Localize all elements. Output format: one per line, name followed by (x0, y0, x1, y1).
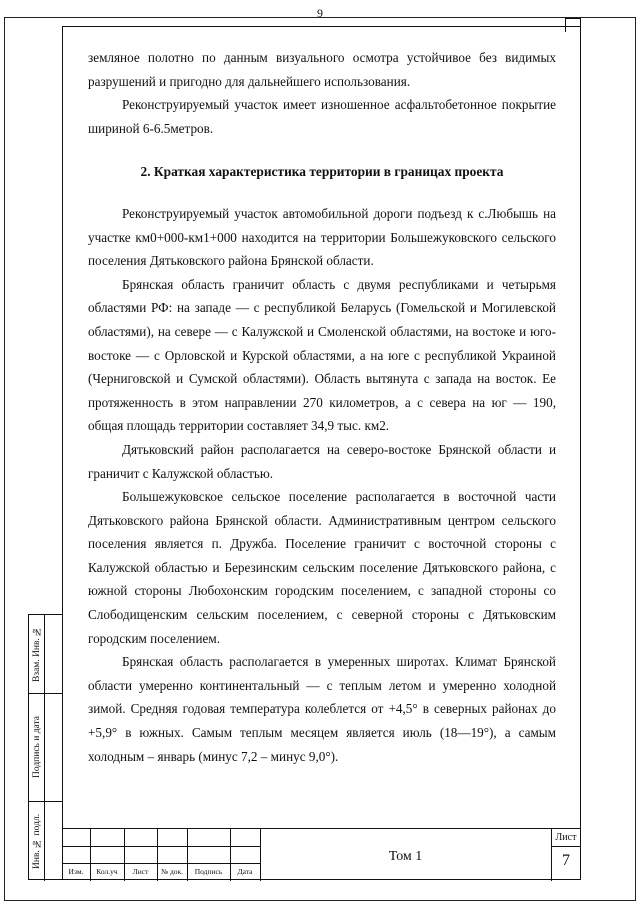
paragraph-1: земляное полотно по данным визуального осмотра устойчивое без видимых разрушений и пригодно для дальнейшего использования. (88, 50, 556, 89)
stamp-izm: Изм. (68, 867, 84, 876)
title-block (62, 828, 581, 880)
stamp-n-dok: № док. (160, 867, 184, 876)
sheet-number: 7 (562, 852, 570, 869)
strip-row-line (29, 693, 63, 694)
stamp-sheet-line (551, 846, 581, 847)
paragraph-7: Брянская область располагается в умеренных широтах. Климат Брянской области умеренно континентальный — с теплым летом и умеренно холодной зимой. Средняя годовая температура колеблется от +4,5° в северных районах до +5,9° в южных. Самым теплым месяцем является июль (18—19°), а самым холодным – январь (минус 7,2 – минус 9,0°). (88, 654, 556, 764)
podpis-data-label: Подпись и дата (32, 716, 42, 779)
sheet-label: Лист (555, 832, 577, 843)
paragraph-5: Дятьковский район располагается на северо-востоке Брянской области и граничит с Калужской областью. (88, 441, 556, 481)
stamp-podpis: Подпись (194, 867, 223, 876)
paragraph-6: Большежуковское сельское поселение располагается в восточной части Дятьковского района Брянской области. Административным центром сельского поселения является п. Дружба. Поселение граничит с восточной стороны с Калужской областью и Березинским сельским поселение Дятьковского района, с южной стороны Любохонским городским поселением, с западной стороны со Слободищенским сельским поселением, с северной стороны с Дятьковским городским поселением. (88, 489, 556, 646)
stamp-list: Лист (132, 867, 149, 876)
inv-podl-label: Инв. № подл. (32, 813, 42, 869)
vzam-inv-label: Взам. Инв. № (32, 625, 42, 683)
strip-row-line (29, 801, 63, 802)
stamp-row-line (62, 846, 260, 847)
stamp-kol-uch: Кол.уч (96, 867, 118, 876)
section-heading: 2. Краткая характеристика территории в границах проекта (140, 164, 504, 180)
page-number: 9 (317, 6, 323, 20)
paragraph-2: Реконструируемый участок имеет изношенное асфальтобетонное покрытие шириной 6-6.5метров. (88, 97, 556, 136)
stamp-data: Дата (237, 867, 253, 876)
document-body (88, 46, 556, 768)
strip-divider (44, 615, 45, 881)
stamp-row-line (62, 863, 260, 864)
paragraph-4: Брянская область граничит область с двумя республиками и четырьмя областями РФ: на западе — с республикой Беларусь (Гомельской и Могилевской областями), на севере — с Калужской и Смоленской областями, на востоке и юго-востоке — с Орловской и Курской областями, а на юге с республикой Украиной (Черниговской и Сумской областями). Область вытянута с запада на восток. Ее протяженность в этом направлении 270 километров, а с севера на юг — 190, общая площадь территории составляет 34,9 тыс. км2. (88, 276, 556, 434)
left-margin-strip (28, 614, 62, 880)
paragraph-3: Реконструируемый участок автомобильной дороги подъезд к с.Любышь на участке км0+000-км1+000 находится на территории Большежуковского сельского поселения Дятьковского района Брянской области. (88, 205, 556, 269)
document-title: Том 1 (388, 849, 423, 864)
